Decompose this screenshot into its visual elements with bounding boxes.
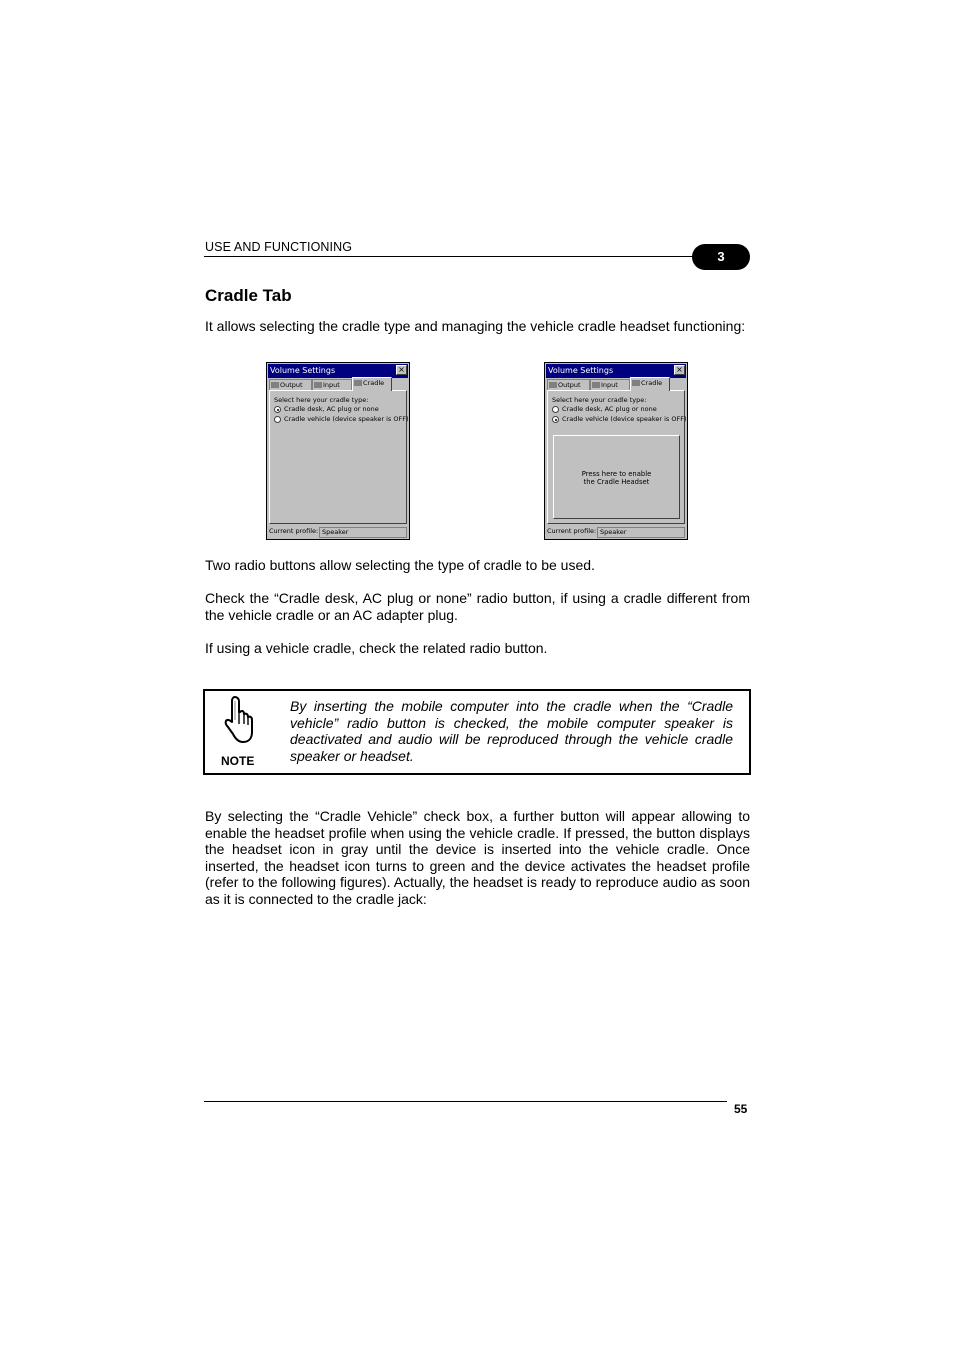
paragraph-radio-intro: Two radio buttons allow selecting the type of cradle to be used. xyxy=(205,557,595,573)
status-value: Speaker xyxy=(597,527,685,538)
window-title: Volume Settings xyxy=(270,366,336,375)
radio-cradle-vehicle-label: Cradle vehicle (device speaker is OFF) xyxy=(284,415,409,423)
radio-cradle-vehicle[interactable] xyxy=(274,416,281,423)
intro-paragraph: It allows selecting the cradle type and managing the vehicle cradle headset functioning: xyxy=(205,318,746,334)
screenshot-cradle-vehicle xyxy=(544,362,688,540)
close-icon[interactable]: × xyxy=(674,365,685,375)
screenshot-cradle-desk xyxy=(266,362,410,540)
cradle-type-prompt: Select here your cradle type: xyxy=(274,396,369,404)
tab-output[interactable]: Output xyxy=(269,379,312,390)
enable-headset-line1: Press here to enable xyxy=(581,470,652,478)
enable-headset-button[interactable] xyxy=(553,435,680,519)
speaker-icon xyxy=(271,382,279,388)
radio-cradle-vehicle[interactable] xyxy=(552,416,559,423)
running-header: USE AND FUNCTIONING xyxy=(205,240,353,254)
window-title: Volume Settings xyxy=(548,366,614,375)
status-value: Speaker xyxy=(319,527,407,538)
tab-cradle[interactable]: Cradle xyxy=(630,377,670,391)
paragraph-vehicle-cradle: If using a vehicle cradle, check the related radio button. xyxy=(205,640,548,656)
status-bar xyxy=(269,526,407,537)
tab-input[interactable]: Input xyxy=(312,379,352,390)
cradle-icon xyxy=(632,380,640,386)
cradle-icon xyxy=(354,380,362,386)
paragraph-cradle-desk: Check the “Cradle desk, AC plug or none” radio button, if using a cradle different from the vehicle cradle or an AC adapter plug. xyxy=(205,590,750,623)
tab-cradle[interactable]: Cradle xyxy=(352,377,392,391)
tab-output[interactable]: Output xyxy=(547,379,590,390)
page-number: 55 xyxy=(734,1102,748,1116)
radio-cradle-desk[interactable] xyxy=(552,406,559,413)
window-titlebar xyxy=(546,364,686,378)
radio-cradle-desk-label: Cradle desk, AC plug or none xyxy=(284,405,379,413)
microphone-icon xyxy=(592,382,600,388)
pointing-hand-icon xyxy=(221,694,255,752)
paragraph-headset-profile: By selecting the “Cradle Vehicle” check box, a further button will appear allowing to enable the headset profile when using the vehicle cradle. If pressed, the button displays the headset icon in gray until the device is inserted into the vehicle cradle. Once inserted, the headset icon turns to green and the device activates the headset profile (refer to the following figures). Actually, the headset is ready to reproduce audio as soon as it is connected to the cradle jack: xyxy=(205,808,750,907)
header-rule xyxy=(204,256,701,257)
note-label: NOTE xyxy=(221,754,255,768)
section-title: Cradle Tab xyxy=(205,286,292,305)
cradle-type-prompt: Select here your cradle type: xyxy=(552,396,647,404)
enable-headset-line2: the Cradle Headset xyxy=(583,478,650,486)
radio-cradle-desk[interactable] xyxy=(274,406,281,413)
speaker-icon xyxy=(549,382,557,388)
close-icon[interactable]: × xyxy=(396,365,407,375)
chapter-badge: 3 xyxy=(692,244,750,270)
status-label: Current profile: xyxy=(269,527,319,535)
footer-rule xyxy=(204,1101,727,1102)
microphone-icon xyxy=(314,382,322,388)
tab-input[interactable]: Input xyxy=(590,379,630,390)
radio-cradle-vehicle-label: Cradle vehicle (device speaker is OFF) xyxy=(562,415,687,423)
status-bar xyxy=(547,526,685,537)
radio-cradle-desk-label: Cradle desk, AC plug or none xyxy=(562,405,657,413)
note-text: By inserting the mobile computer into the cradle when the “Cradle vehicle” radio button is checked, the mobile computer speaker is deactivated and audio will be reproduced through the vehicle cradle speaker or headset. xyxy=(290,698,733,764)
status-label: Current profile: xyxy=(547,527,597,535)
window-titlebar xyxy=(268,364,408,378)
